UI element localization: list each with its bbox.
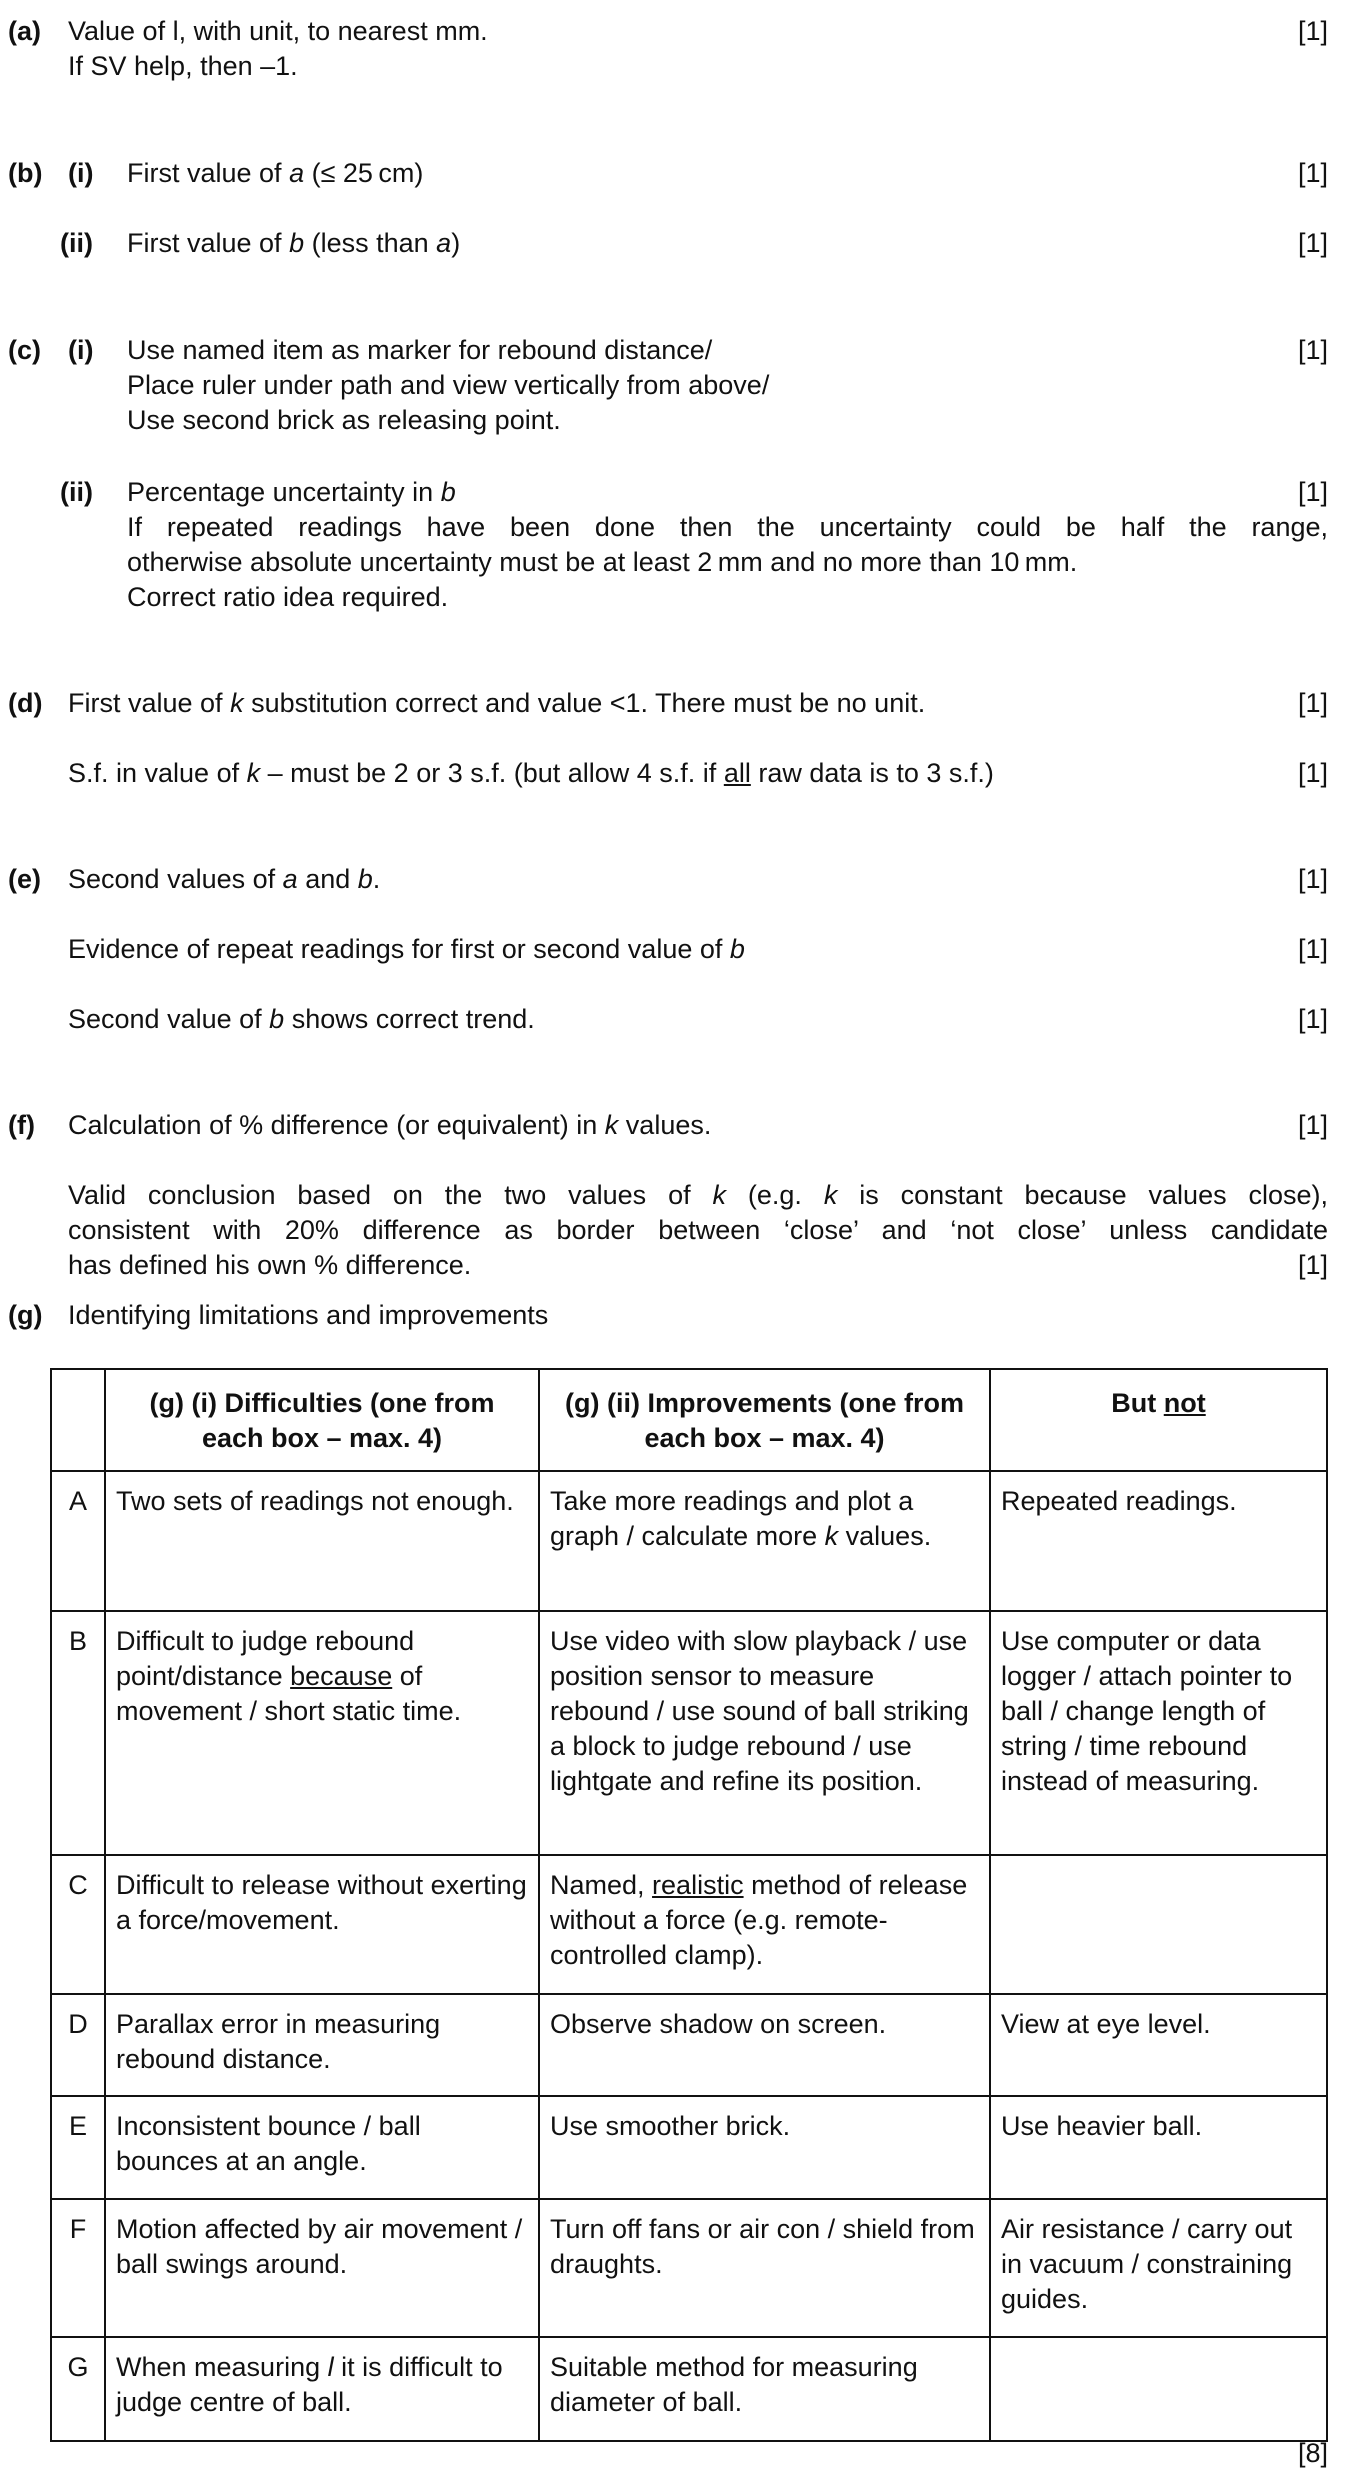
difficulty-cell: Inconsistent bounce / ball bounces at an angle.	[105, 2096, 539, 2199]
part-g-total-mark: [8]	[1297, 2438, 1328, 2468]
part-d-label: (d)	[8, 688, 43, 718]
row-label: D	[51, 1994, 105, 2096]
part-c-i-label: (i)	[68, 335, 94, 365]
row-label: A	[51, 1471, 105, 1611]
header-improvements: (g) (ii) Improvements (one from each box – max. 4)	[539, 1369, 990, 1471]
part-c-ii-line-1: If repeated readings have been done then the uncertainty could be half the range,	[127, 512, 1328, 542]
part-a-label: (a)	[8, 16, 41, 46]
part-g-title: Identifying limitations and improvements	[68, 1300, 549, 1330]
limitations-table	[50, 1368, 1328, 2442]
table-row	[51, 2096, 1327, 2199]
part-c-i-line-2: Place ruler under path and view vertically from above/	[127, 370, 770, 400]
part-a-mark: [1]	[1297, 16, 1328, 46]
part-c-ii-title: Percentage uncertainty in b	[127, 477, 456, 507]
part-e-mark-1: [1]	[1297, 864, 1328, 894]
table-row	[51, 1471, 1327, 1611]
part-f-line-1: Calculation of % difference (or equivalent) in k values.	[68, 1110, 712, 1140]
table-row	[51, 2199, 1327, 2337]
part-c-label: (c)	[8, 335, 41, 365]
but-not-cell: Use computer or data logger / attach pointer to ball / change length of string / time rebound instead of measuring.	[990, 1611, 1327, 1855]
part-c-i-mark: [1]	[1297, 335, 1328, 365]
part-a-line-2: If SV help, then –1.	[68, 51, 298, 81]
but-not-cell	[990, 1855, 1327, 1994]
part-d-line-1: First value of k substitution correct and value <1. There must be no unit.	[68, 688, 926, 718]
part-e-line-3: Second value of b shows correct trend.	[68, 1004, 535, 1034]
part-f-para-line-3: has defined his own % difference.	[68, 1250, 472, 1280]
part-c-ii-line-2: otherwise absolute uncertainty must be at least 2 mm and no more than 10 mm.	[127, 547, 1078, 577]
part-c-ii-label: (ii)	[60, 477, 93, 507]
table-header-row	[51, 1369, 1327, 1471]
part-d-mark-1: [1]	[1297, 688, 1328, 718]
but-not-cell: Use heavier ball.	[990, 2096, 1327, 2199]
part-c-i-line-3: Use second brick as releasing point.	[127, 405, 561, 435]
part-d-mark-2: [1]	[1297, 758, 1328, 788]
improvement-cell: Suitable method for measuring diameter of ball.	[539, 2337, 990, 2441]
part-a-line-1: Value of l, with unit, to nearest mm.	[68, 16, 488, 46]
header-but-not: But not	[990, 1369, 1327, 1471]
header-label-cell	[51, 1369, 105, 1471]
part-b-i-label: (i)	[68, 158, 94, 188]
part-b-i-mark: [1]	[1297, 158, 1328, 188]
part-b-i-text: First value of a (≤ 25 cm)	[127, 158, 424, 188]
improvement-cell: Named, realistic method of release without a force (e.g. remote-controlled clamp).	[539, 1855, 990, 1994]
difficulty-cell: When measuring l it is difficult to judge centre of ball.	[105, 2337, 539, 2441]
part-f-mark-2: [1]	[1297, 1250, 1328, 1280]
row-label: E	[51, 2096, 105, 2199]
part-c-ii-mark: [1]	[1297, 477, 1328, 507]
part-e-mark-2: [1]	[1297, 934, 1328, 964]
table-row	[51, 2337, 1327, 2441]
but-not-cell: Air resistance / carry out in vacuum / constraining guides.	[990, 2199, 1327, 2337]
improvement-cell: Observe shadow on screen.	[539, 1994, 990, 2096]
part-f-mark-1: [1]	[1297, 1110, 1328, 1140]
part-b-ii-label: (ii)	[60, 228, 93, 258]
part-f-para-line-1: Valid conclusion based on the two values of k (e.g. k is constant because values close),	[68, 1180, 1329, 1210]
part-b-ii-mark: [1]	[1297, 228, 1328, 258]
difficulty-cell: Parallax error in measuring rebound distance.	[105, 1994, 539, 2096]
row-label: G	[51, 2337, 105, 2441]
part-e-mark-3: [1]	[1297, 1004, 1328, 1034]
part-g-label: (g)	[8, 1300, 43, 1330]
row-label: F	[51, 2199, 105, 2337]
but-not-cell: View at eye level.	[990, 1994, 1327, 2096]
improvement-cell: Use video with slow playback / use position sensor to measure rebound / use sound of ball striking a block to judge rebound / use lightgate and refine its position.	[539, 1611, 990, 1855]
row-label: C	[51, 1855, 105, 1994]
part-d-line-2: S.f. in value of k – must be 2 or 3 s.f. (but allow 4 s.f. if all raw data is to 3 s.f.)	[68, 758, 994, 788]
table-row	[51, 1611, 1327, 1855]
improvement-cell: Turn off fans or air con / shield from draughts.	[539, 2199, 990, 2337]
header-difficulties: (g) (i) Difficulties (one from each box – max. 4)	[105, 1369, 539, 1471]
part-b-label: (b)	[8, 158, 43, 188]
difficulty-cell: Difficult to judge rebound point/distance because of movement / short static time.	[105, 1611, 539, 1855]
part-b-ii-text: First value of b (less than a)	[127, 228, 461, 258]
row-label: B	[51, 1611, 105, 1855]
but-not-cell: Repeated readings.	[990, 1471, 1327, 1611]
part-e-line-1: Second values of a and b.	[68, 864, 381, 894]
table-row	[51, 1994, 1327, 2096]
part-e-label: (e)	[8, 864, 41, 894]
difficulty-cell: Difficult to release without exerting a force/movement.	[105, 1855, 539, 1994]
part-c-i-line-1: Use named item as marker for rebound distance/	[127, 335, 713, 365]
improvement-cell: Take more readings and plot a graph / calculate more k values.	[539, 1471, 990, 1611]
difficulty-cell: Two sets of readings not enough.	[105, 1471, 539, 1611]
part-f-para-line-2: consistent with 20% difference as border between ‘close’ and ‘not close’ unless candidate	[68, 1215, 1328, 1245]
difficulty-cell: Motion affected by air movement / ball swings around.	[105, 2199, 539, 2337]
part-c-ii-line-3: Correct ratio idea required.	[127, 582, 449, 612]
part-e-line-2: Evidence of repeat readings for first or second value of b	[68, 934, 745, 964]
but-not-cell	[990, 2337, 1327, 2441]
improvement-cell: Use smoother brick.	[539, 2096, 990, 2199]
part-f-label: (f)	[8, 1110, 35, 1140]
table-row	[51, 1855, 1327, 1994]
